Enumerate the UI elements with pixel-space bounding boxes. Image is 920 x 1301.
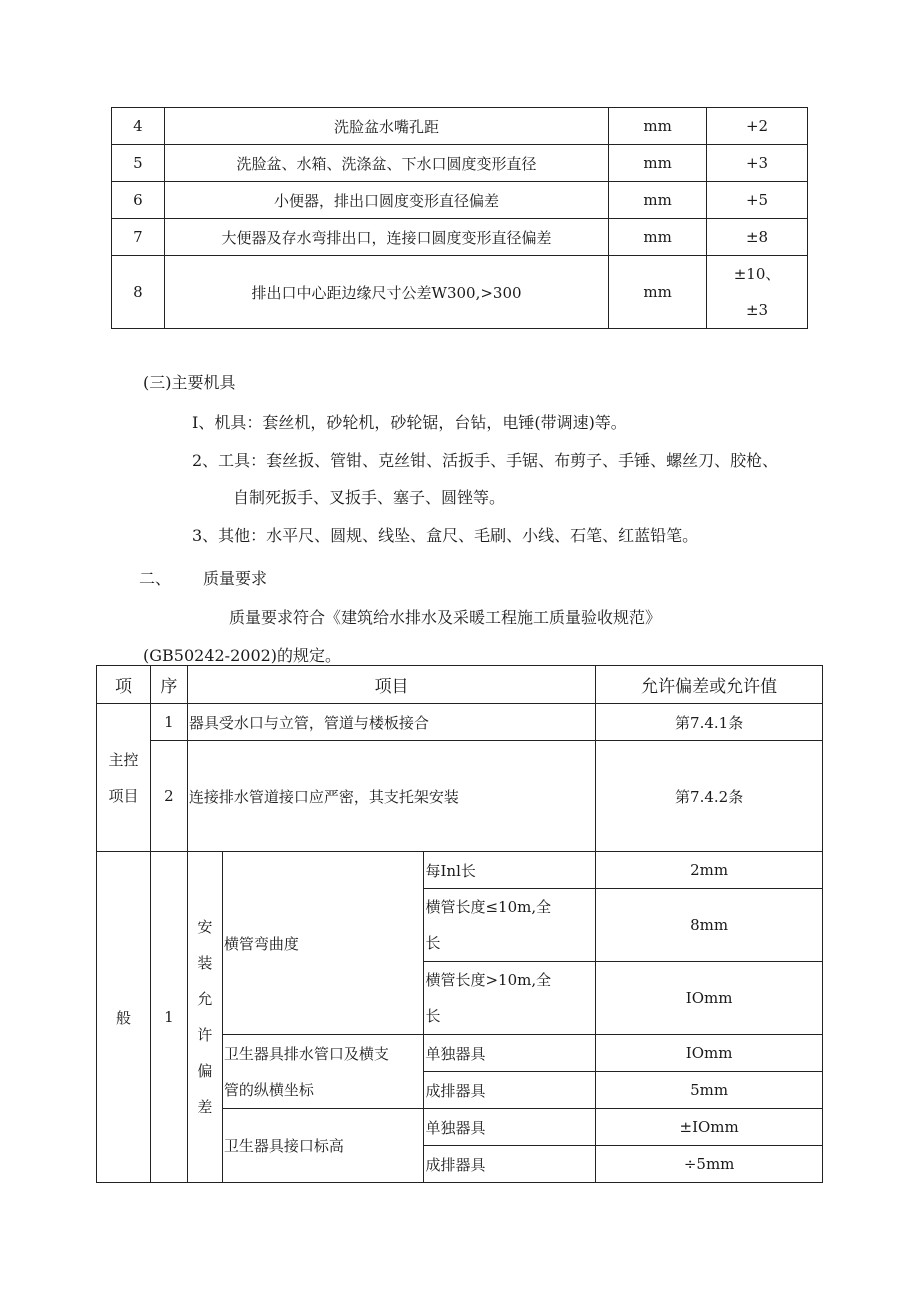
general-label: 般: [97, 852, 151, 1183]
sub-value: 5mm: [596, 1072, 823, 1109]
quality-paragraph-cont: (GB50242-2002)的规定。: [143, 646, 342, 665]
row-value: 第7.4.2条: [596, 741, 823, 852]
row-item: 器具受水口与立管，管道与楼板接合: [187, 704, 595, 741]
row-unit: mm: [609, 145, 707, 182]
sub-item-name: 横管弯曲度: [222, 852, 424, 1035]
table-row: [97, 741, 823, 852]
table-row: [112, 182, 808, 219]
row-number: 1: [150, 704, 187, 741]
tolerance-table: [111, 107, 808, 329]
header-item: 项目: [187, 666, 595, 704]
sub-value: ÷5mm: [596, 1146, 823, 1183]
sub-item-name: [222, 1035, 424, 1109]
sub-condition: [424, 889, 596, 962]
install-tolerance-label: [187, 852, 222, 1183]
row-value-line: ±10、: [733, 265, 781, 283]
row-number: 8: [112, 256, 165, 329]
vertical-char: 装: [197, 954, 213, 972]
vertical-char: 偏: [197, 1062, 213, 1080]
row-item: 洗脸盆、水箱、洗涤盆、下水口圆度变形直径: [164, 145, 608, 182]
main-control-label-line: 项目: [108, 786, 139, 805]
sub-condition: 成排器具: [424, 1146, 596, 1183]
quality-table: [96, 665, 823, 1183]
sub-condition: 单独器具: [424, 1109, 596, 1146]
row-unit: mm: [609, 219, 707, 256]
table-row: [112, 219, 808, 256]
sub-value: 8mm: [596, 889, 823, 962]
row-item: 连接排水管道接口应严密，其支托架安装: [187, 741, 595, 852]
sub-item-name-line: 卫生器具排水管口及横支: [223, 1044, 389, 1063]
sub-condition-line: 横管长度>10m,全: [425, 971, 552, 989]
main-control-label: [97, 704, 151, 852]
sub-condition-line: 横管长度≤10m,全: [425, 898, 552, 916]
main-control-label-line: 主控: [108, 750, 139, 769]
row-unit: mm: [609, 256, 707, 329]
sub-condition: 每Inl长: [424, 852, 596, 889]
row-item: 排出口中心距边缘尺寸公差W300,>300: [164, 256, 608, 329]
header-tolerance: 允许偏差或允许值: [596, 666, 823, 704]
row-number: 1: [150, 852, 187, 1183]
row-number: 5: [112, 145, 165, 182]
row-value: +3: [707, 145, 808, 182]
sub-value: IOmm: [596, 962, 823, 1035]
table-header-row: [97, 666, 823, 704]
sub-value: IOmm: [596, 1035, 823, 1072]
row-unit: mm: [609, 182, 707, 219]
row-value: [707, 256, 808, 329]
header-number: 序: [150, 666, 187, 704]
tools-heading: (三)主要机具: [143, 373, 236, 392]
sub-condition: 单独器具: [424, 1035, 596, 1072]
row-item: 洗脸盆水嘴孔距: [164, 108, 608, 145]
row-value-line: ±3: [745, 301, 769, 319]
table-row: [112, 108, 808, 145]
row-number: 7: [112, 219, 165, 256]
vertical-char: 允: [197, 990, 213, 1008]
table-row: [112, 256, 808, 329]
vertical-char: 许: [197, 1026, 213, 1044]
sub-value: ±IOmm: [596, 1109, 823, 1146]
header-category: 项: [97, 666, 151, 704]
vertical-char: 安: [197, 918, 213, 936]
tools-item-3: 3、其他：水平尺、圆规、线坠、盒尺、毛刷、小线、石笔、红蓝铅笔。: [192, 526, 699, 545]
vertical-char: 差: [197, 1098, 213, 1116]
quality-heading-number: 二、: [139, 569, 172, 588]
sub-condition: [424, 962, 596, 1035]
tools-item-1: I、机具：套丝机，砂轮机，砂轮锯，台钻，电锤(带调速)等。: [192, 413, 627, 432]
row-value: ±8: [707, 219, 808, 256]
table-row: [97, 704, 823, 741]
row-number: 4: [112, 108, 165, 145]
row-number: 6: [112, 182, 165, 219]
tools-item-2-cont: 自制死扳手、叉扳手、塞子、圆锉等。: [233, 488, 506, 507]
row-unit: mm: [609, 108, 707, 145]
row-value: +5: [707, 182, 808, 219]
table-row: [97, 852, 823, 889]
sub-item-name: 卫生器具接口标高: [222, 1109, 424, 1183]
row-item: 大便器及存水弯排出口，连接口圆度变形直径偏差: [164, 219, 608, 256]
row-value: 第7.4.1条: [596, 704, 823, 741]
table-row: [112, 145, 808, 182]
sub-value: 2mm: [596, 852, 823, 889]
sub-condition: 成排器具: [424, 1072, 596, 1109]
sub-condition-line: 长: [425, 934, 441, 952]
quality-heading: 质量要求: [203, 569, 268, 588]
row-item: 小便器，排出口圆度变形直径偏差: [164, 182, 608, 219]
row-value: +2: [707, 108, 808, 145]
tools-item-2: 2、工具：套丝扳、管钳、克丝钳、活扳手、手锯、布剪子、手锤、螺丝刀、胶枪、: [192, 451, 779, 470]
quality-paragraph: 质量要求符合《建筑给水排水及采暖工程施工质量验收规范》: [229, 608, 662, 627]
sub-condition-line: 长: [425, 1007, 441, 1025]
sub-item-name-line: 管的纵横坐标: [223, 1080, 314, 1099]
row-number: 2: [150, 741, 187, 852]
